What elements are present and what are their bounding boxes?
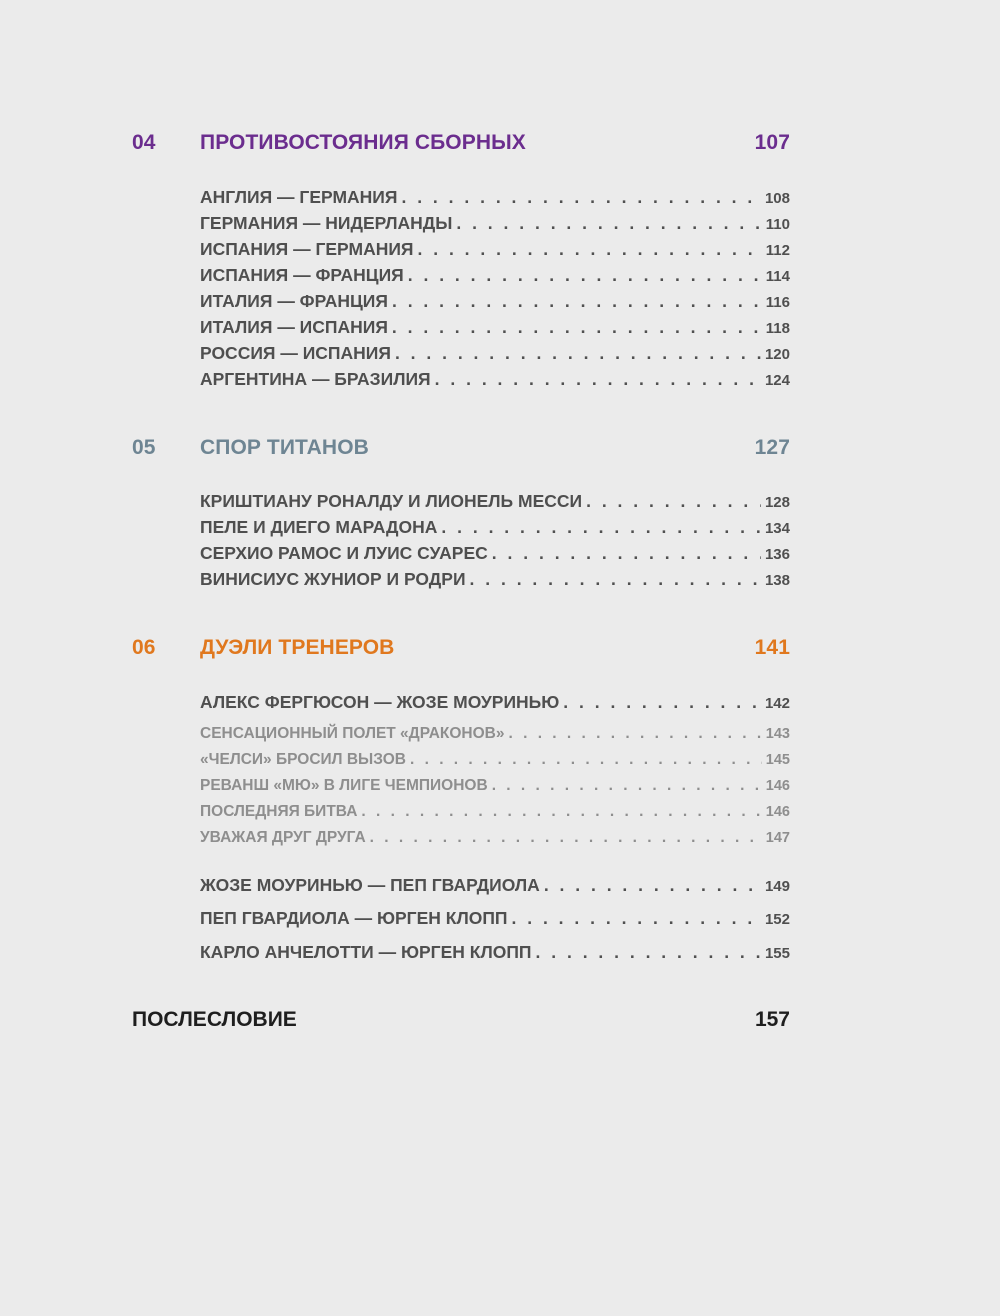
toc-subentry[interactable]: [200, 803, 790, 821]
section-title: СПОР ТИТАНОВ: [200, 436, 369, 459]
toc-entry-label: КРИШТИАНУ РОНАЛДУ И ЛИОНЕЛЬ МЕССИ: [200, 491, 583, 511]
toc-entry-page: 110: [765, 216, 790, 233]
toc-entry[interactable]: [200, 317, 790, 338]
dot-leader: [508, 725, 761, 743]
toc-entry-label: ВИНИСИУС ЖУНИОР И РОДРИ: [200, 569, 466, 589]
toc-entry-label: ИТАЛИЯ — ИСПАНИЯ: [200, 317, 388, 337]
toc-entry[interactable]: [200, 291, 790, 312]
toc-entry-page: 118: [765, 320, 790, 337]
dot-leader: [441, 517, 761, 538]
toc-entry-page: 108: [764, 190, 790, 207]
dot-leader: [536, 942, 761, 963]
toc-entry-page: 138: [764, 572, 790, 589]
toc-entry-label: УВАЖАЯ ДРУГ ДРУГА: [200, 829, 366, 846]
section-page-number: 107: [754, 131, 790, 154]
toc-entry-page: 134: [764, 520, 790, 537]
section-06-header[interactable]: [132, 636, 790, 666]
toc-entry-page: 149: [764, 878, 790, 895]
toc-entry[interactable]: [200, 187, 790, 208]
toc-entry-label: РОССИЯ — ИСПАНИЯ: [200, 343, 391, 363]
toc-entry[interactable]: [200, 491, 790, 512]
toc-entry[interactable]: [200, 265, 790, 286]
toc-entry-label: ИСПАНИЯ — ГЕРМАНИЯ: [200, 239, 414, 259]
toc-entry-page: 145: [765, 752, 790, 768]
toc-entry-page: 116: [765, 294, 790, 311]
toc-entry[interactable]: [200, 343, 790, 364]
dot-leader: [370, 829, 762, 847]
section-page-number: 141: [754, 636, 790, 659]
toc-entry[interactable]: [200, 569, 790, 590]
dot-leader: [408, 265, 762, 286]
toc-entry[interactable]: [200, 213, 790, 234]
dot-leader: [392, 291, 762, 312]
toc-entry-label: ИСПАНИЯ — ФРАНЦИЯ: [200, 265, 404, 285]
toc-entry-page: 112: [765, 242, 790, 259]
toc-entry[interactable]: [200, 517, 790, 538]
toc-entry[interactable]: [200, 875, 790, 896]
toc-entry-page: 143: [765, 726, 790, 742]
dot-leader: [435, 369, 761, 390]
afterword-page-number: 157: [754, 1008, 790, 1031]
dot-leader: [456, 213, 761, 234]
afterword-title: ПОСЛЕСЛОВИЕ: [132, 1008, 297, 1031]
toc-subentry[interactable]: [200, 829, 790, 847]
toc-entry-page: 136: [764, 546, 790, 563]
toc-entry-label: ПОСЛЕДНЯЯ БИТВА: [200, 803, 358, 820]
toc-entry[interactable]: [200, 908, 790, 929]
toc-entry-label: ПЕЛЕ И ДИЕГО МАРАДОНА: [200, 517, 438, 537]
dot-leader: [544, 875, 761, 896]
toc-entry-label: СЕРХИО РАМОС И ЛУИС СУАРЕС: [200, 543, 488, 563]
toc-entry-label: СЕНСАЦИОННЫЙ ПОЛЕТ «ДРАКОНОВ»: [200, 725, 505, 742]
dot-leader: [401, 187, 761, 208]
toc-entry-page: 142: [764, 695, 790, 712]
dot-leader: [492, 777, 762, 795]
dot-leader: [586, 491, 761, 512]
toc-entry-label: «ЧЕЛСИ» БРОСИЛ ВЫЗОВ: [200, 751, 406, 768]
toc-subentry[interactable]: [200, 751, 790, 769]
dot-leader: [470, 569, 761, 590]
toc-subentry[interactable]: [200, 725, 790, 743]
section-title: ДУЭЛИ ТРЕНЕРОВ: [200, 636, 395, 659]
section-number: 04: [132, 131, 156, 154]
section-page-number: 127: [754, 436, 790, 459]
toc-entry-page: 146: [765, 804, 790, 820]
section-number: 06: [132, 636, 156, 659]
section-title: ПРОТИВОСТОЯНИЯ СБОРНЫХ: [200, 131, 526, 154]
toc-entry-page: 128: [764, 494, 790, 511]
toc-entry-page: 147: [765, 830, 790, 846]
dot-leader: [492, 543, 761, 564]
dot-leader: [418, 239, 762, 260]
toc-entry-label: КАРЛО АНЧЕЛОТТИ — ЮРГЕН КЛОПП: [200, 942, 532, 962]
toc-entry-page: 114: [765, 268, 790, 285]
toc-entry[interactable]: [200, 369, 790, 390]
toc-entry-label: ИТАЛИЯ — ФРАНЦИЯ: [200, 291, 388, 311]
section-05-header[interactable]: [132, 436, 790, 466]
toc-entry-page: 152: [764, 911, 790, 928]
toc-entry[interactable]: [200, 239, 790, 260]
toc-entry-label: ЖОЗЕ МОУРИНЬЮ — ПЕП ГВАРДИОЛА: [200, 875, 540, 895]
afterword-entry[interactable]: [132, 1008, 790, 1032]
toc-entry-label: РЕВАНШ «МЮ» В ЛИГЕ ЧЕМПИОНОВ: [200, 777, 488, 794]
dot-leader: [361, 803, 761, 821]
toc-entry-label: ПЕП ГВАРДИОЛА — ЮРГЕН КЛОПП: [200, 908, 508, 928]
dot-leader: [512, 908, 761, 929]
section-04-header[interactable]: [132, 131, 790, 161]
toc-entry-label: АЛЕКС ФЕРГЮСОН — ЖОЗЕ МОУРИНЬЮ: [200, 692, 560, 712]
toc-entry-label: ГЕРМАНИЯ — НИДЕРЛАНДЫ: [200, 213, 453, 233]
dot-leader: [410, 751, 762, 769]
toc-entry-page: 155: [764, 945, 790, 962]
toc-entry[interactable]: [200, 543, 790, 564]
section-number: 05: [132, 436, 156, 459]
dot-leader: [395, 343, 761, 364]
toc-entry-label: АНГЛИЯ — ГЕРМАНИЯ: [200, 187, 398, 207]
toc-entry-page: 120: [764, 346, 790, 363]
toc-entry[interactable]: [200, 942, 790, 963]
toc-entry[interactable]: [200, 692, 790, 713]
toc-entry-page: 124: [764, 372, 790, 389]
dot-leader: [563, 692, 761, 713]
toc-entry-page: 146: [765, 778, 790, 794]
dot-leader: [392, 317, 762, 338]
toc-subentry[interactable]: [200, 777, 790, 795]
toc-entry-label: АРГЕНТИНА — БРАЗИЛИЯ: [200, 369, 431, 389]
